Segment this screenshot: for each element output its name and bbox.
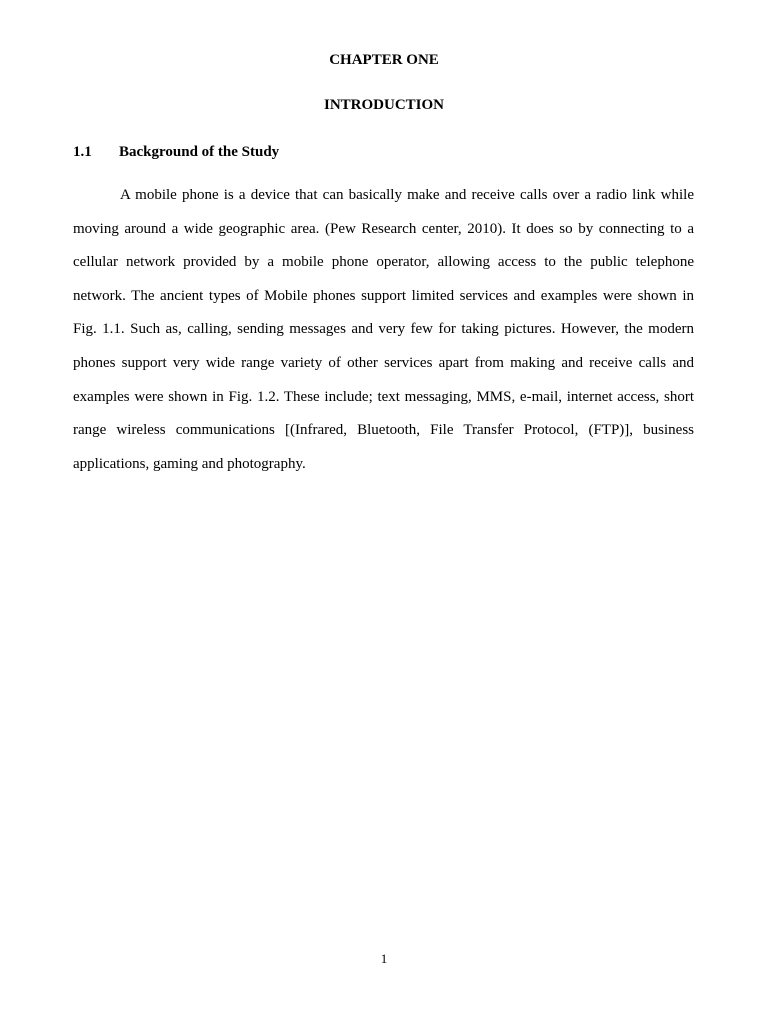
section-number: 1.1 <box>73 144 92 160</box>
section-heading <box>73 142 279 162</box>
chapter-subtitle: INTRODUCTION <box>323 97 444 113</box>
body-paragraph: A mobile phone is a device that can basically make and receive calls over a radio link while moving around a wide geographic area. (Pew Research center, 2010). It does so by connecting to a cellular network provided by a mobile phone operator, allowing access to the public telephone network. The ancient types of Mobile phones support limited services and examples were shown in Fig. 1.1. Such as, calling, sending messages and very few for taking pictures. However, the modern phones support very wide range variety of other services apart from making and receive calls and examples were shown in Fig. 1.2. These include; text messaging, MMS, e-mail, internet access, short range wireless communications [(Infrared, Bluetooth, File Transfer Protocol, (FTP)], business applications, gaming and photography. <box>73 187 694 472</box>
chapter-title: CHAPTER ONE <box>329 52 439 68</box>
page-number: 1 <box>380 951 388 966</box>
section-title: Background of the Study <box>119 144 280 160</box>
